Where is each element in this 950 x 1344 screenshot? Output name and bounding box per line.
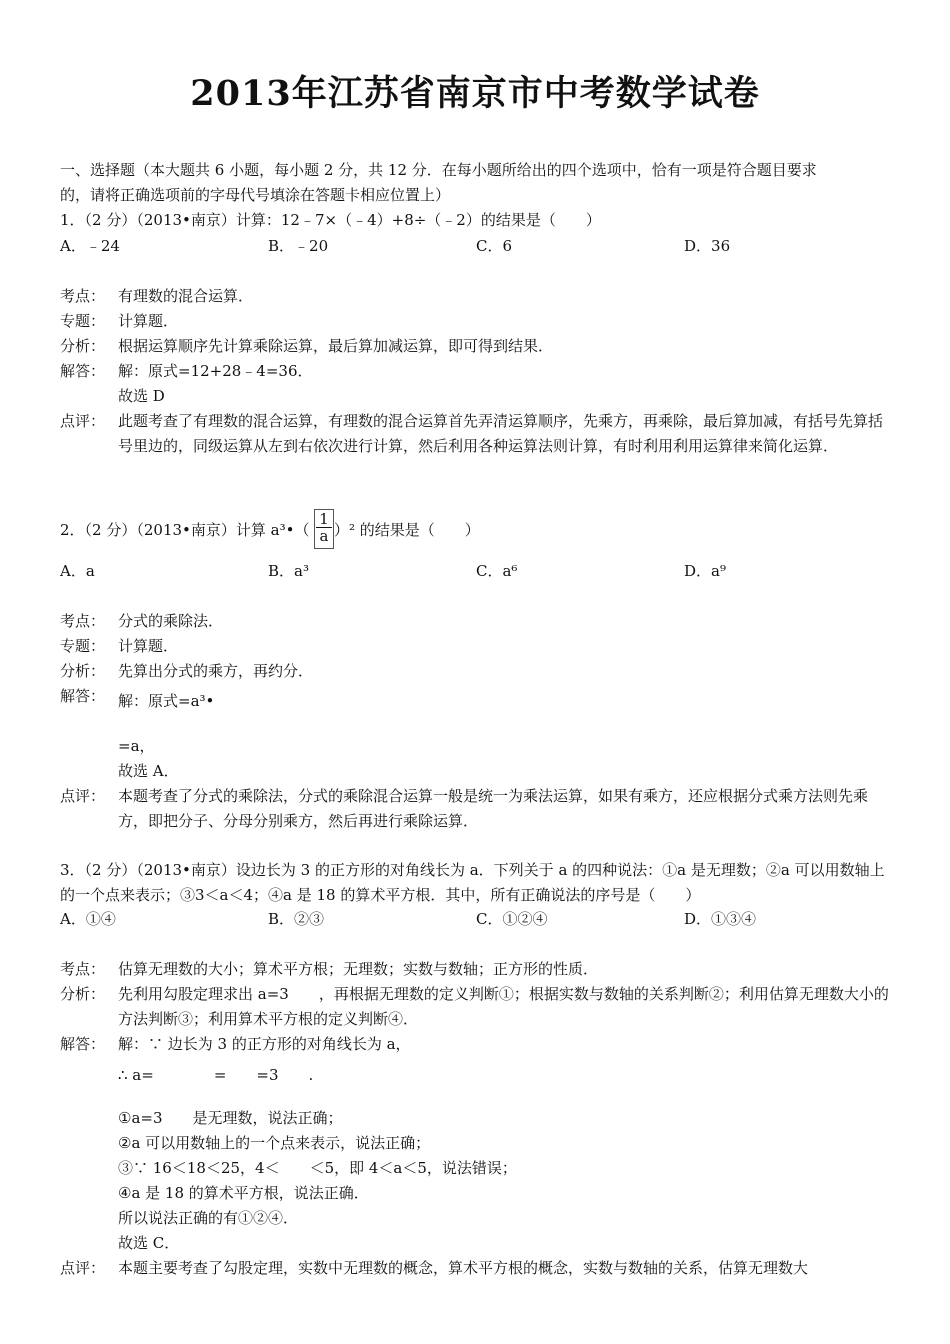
q2-zhuanti: 计算题． — [118, 637, 179, 655]
q1-jieda-line1: 解：原式=12+28﹣4=36． — [118, 362, 313, 380]
q3-jieda-line3: ①a=3 是无理数，说法正确； — [118, 1109, 343, 1127]
q2-jieda-line1: 解：原式=a³• — [118, 692, 215, 710]
q2-fenxi: 先算出分式的乘方，再约分． — [118, 662, 314, 680]
section-intro-line2: 的，请将正确选项前的字母代号填涂在答题卡相应位置上） — [60, 186, 451, 204]
section-intro-line1: 一、选择题（本大题共 6 小题，每小题 2 分，共 12 分．在每小题所给出的四个选项中，恰有一项是符合题目要求 — [60, 161, 817, 179]
q3-stem: 3．（2 分）（2013•南京）设边长为 3 的正方形的对角线长为 a．下列关于 a 的四种说法：①a 是无理数；②a 可以用数轴上的一个点来表示；③3＜a＜4；④a 是 18 的算术平方根．其中，所有正确说法的序号是（ ） — [60, 861, 885, 904]
q2-option-d: D．a⁹ — [684, 562, 726, 580]
q3-option-c: C．①②④ — [476, 910, 548, 928]
q1-zhuanti-label: 专题： — [60, 312, 106, 330]
fraction-frame — [314, 509, 334, 549]
q3-option-a: A．①④ — [60, 910, 116, 928]
q3-option-d: D．①③④ — [684, 910, 757, 928]
q2-stem-part2: ）² 的结果是（ ） — [334, 521, 480, 539]
q3-dianping-label: 点评： — [60, 1259, 106, 1277]
q1-option-d: D．36 — [684, 237, 731, 255]
page-title: 2013年江苏省南京市中考数学试卷 — [190, 73, 760, 114]
fraction-denominator: a — [319, 527, 329, 545]
q2-option-c: C．a⁶ — [476, 562, 518, 580]
q2-zhuanti-label: 专题： — [60, 637, 106, 655]
q3-jieda-line6: ④a 是 18 的算术平方根，说法正确． — [118, 1184, 369, 1202]
q3-kaodian-label: 考点： — [60, 960, 106, 978]
q1-fenxi: 根据运算顺序先计算乘除运算，最后算加减运算，即可得到结果． — [118, 337, 554, 355]
q2-kaodian-label: 考点： — [60, 612, 106, 630]
q3-jieda-line1: 解：∵ 边长为 3 的正方形的对角线长为 a， — [118, 1035, 411, 1053]
q2-jieda-label: 解答： — [60, 687, 106, 705]
q3-kaodian: 估算无理数的大小；算术平方根；无理数；实数与数轴；正方形的性质． — [118, 960, 599, 978]
q1-zhuanti: 计算题． — [118, 312, 179, 330]
q3-jieda-line5: ③∵ 16＜18＜25，4＜ ＜5，即 4＜a＜5，说法错误； — [118, 1159, 517, 1177]
q2-dianping: 本题考查了分式的乘除法，分式的乘除混合运算一般是统一为乘法运算，如果有乘方，还应根据分式乘方法则先乘方，即把分子、分母分别乘方，然后再进行乘除运算． — [118, 787, 869, 830]
q3-jieda-label: 解答： — [60, 1035, 106, 1053]
q2-stem-part1: 2．（2 分）（2013•南京）计算 a³•（ — [60, 521, 310, 539]
q1-option-a: A．﹣24 — [60, 237, 120, 255]
q2-dianping-label: 点评： — [60, 787, 106, 805]
q3-option-b: B．②③ — [268, 910, 325, 928]
q2-fenxi-label: 分析： — [60, 662, 106, 680]
q2-fraction — [316, 511, 332, 544]
q3-jieda-line2: ∴ a= = =3 . — [118, 1066, 314, 1084]
q3-jieda-line7: 所以说法正确的有①②④． — [118, 1209, 299, 1227]
q1-option-c: C．6 — [476, 237, 513, 255]
q1-jieda-line2: 故选 D — [118, 387, 165, 405]
q1-option-b: B．﹣20 — [268, 237, 329, 255]
q1-jieda-label: 解答： — [60, 362, 106, 380]
q2-jieda-line3: 故选 A． — [118, 762, 179, 780]
q1-dianping: 此题考查了有理数的混合运算，有理数的混合运算首先弄清运算顺序，先乘方，再乘除，最后算加减，有括号先算括号里边的，同级运算从左到右依次进行计算，然后利用各种运算法则计算，有时利用利用运算律来简化运算． — [118, 412, 884, 455]
q2-option-b: B．a³ — [268, 562, 309, 580]
q1-fenxi-label: 分析： — [60, 337, 106, 355]
q1-kaodian-label: 考点： — [60, 287, 106, 305]
q1-stem: 1．（2 分）（2013•南京）计算：12﹣7×（﹣4）+8÷（﹣2）的结果是（ ） — [60, 211, 601, 229]
q3-jieda-line8: 故选 C． — [118, 1234, 180, 1252]
q1-dianping-label: 点评： — [60, 412, 106, 430]
q3-dianping: 本题主要考查了勾股定理，实数中无理数的概念，算术平方根的概念，实数与数轴的关系，估算无理数大 — [118, 1259, 809, 1277]
q2-jieda-line2: =a， — [118, 737, 155, 755]
q1-kaodian: 有理数的混合运算． — [118, 287, 254, 305]
q3-fenxi-label: 分析： — [60, 985, 106, 1003]
q3-fenxi: 先利用勾股定理求出 a=3 ，再根据无理数的定义判断①；根据实数与数轴的关系判断②；利用估算无理数大小的方法判断③；利用算术平方根的定义判断④． — [118, 985, 889, 1028]
q2-option-a: A．a — [60, 562, 95, 580]
fraction-numerator: 1 — [316, 511, 332, 528]
q3-jieda-line4: ②a 可以用数轴上的一个点来表示，说法正确； — [118, 1134, 431, 1152]
q2-kaodian: 分式的乘除法． — [118, 612, 224, 630]
